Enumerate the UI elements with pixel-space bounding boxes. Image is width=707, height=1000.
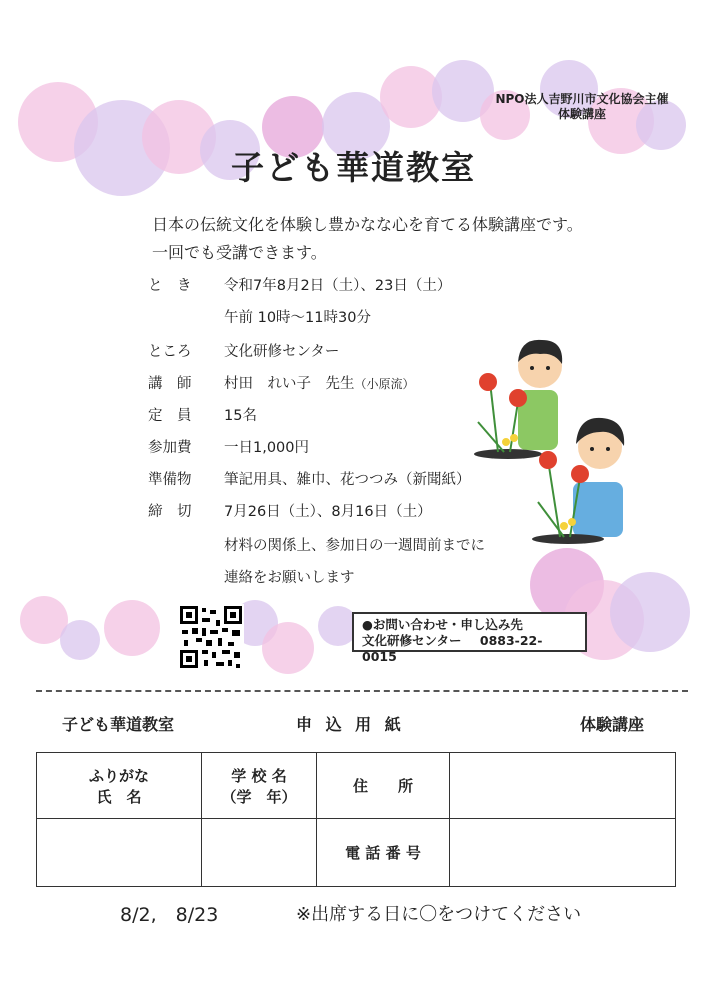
form-center-title: 申 込 用 紙 <box>296 715 405 734</box>
cut-line <box>36 690 688 692</box>
contact-name: 文化研修センター <box>362 633 462 648</box>
supplies-label: 準備物 <box>148 472 192 488</box>
where-value: 文化研修センター <box>224 344 340 360</box>
decor-circle <box>104 600 160 656</box>
fee-value: 一日1,000円 <box>224 440 310 456</box>
decor-circle <box>610 572 690 652</box>
address-label: 住 所 <box>317 753 450 819</box>
instructor-label: 講 師 <box>148 376 192 392</box>
organizer-name: NPO法人吉野川市文化協会主催 <box>495 92 669 106</box>
deadline-value: 7月26日（土）、8月16日（土） <box>224 504 432 520</box>
school-header-cell <box>202 753 317 819</box>
contact-phone: 0883-22-0015 <box>362 633 543 664</box>
name-header-cell <box>37 753 202 819</box>
fee-label: 参加費 <box>148 440 192 456</box>
when-value: 令和7年8月2日（土）、23日（土） <box>224 278 452 294</box>
attendance-note: ※出席する日に〇をつけてください <box>296 904 582 925</box>
decor-circle <box>262 622 314 674</box>
name-field[interactable] <box>37 819 202 887</box>
deadline-note-2: 連絡をお願いします <box>224 570 355 586</box>
contact-heading: ●お問い合わせ・申し込み先 <box>362 617 523 632</box>
ikebana-children-illustration <box>468 332 638 547</box>
grade-label: （学 年） <box>221 787 297 806</box>
phone-field[interactable] <box>450 819 676 887</box>
instructor-name: 村田 れい子 先生 <box>224 376 355 392</box>
capacity-value: 15名 <box>224 408 257 424</box>
organizer-header <box>482 92 682 122</box>
school-label: 学 校 名 <box>231 766 287 785</box>
form-right-title: 体験講座 <box>580 715 645 734</box>
qr-code <box>178 604 244 670</box>
when-label: と き <box>148 278 192 294</box>
address-field[interactable] <box>450 753 676 819</box>
page-title: 子ども華道教室 <box>231 148 476 187</box>
application-form-table <box>36 752 676 887</box>
school-field[interactable] <box>202 819 317 887</box>
name-label: 氏 名 <box>96 787 142 806</box>
instructor-school: （小原流） <box>354 377 415 391</box>
program-type: 体験講座 <box>557 107 606 121</box>
time-value: 午前 10時～11時30分 <box>224 310 371 326</box>
supplies-value: 筆記用具、雑巾、花つつみ（新聞紙） <box>224 472 471 488</box>
deadline-label: 締 切 <box>148 504 192 520</box>
contact-box <box>352 612 587 664</box>
furigana-label: ふりがな <box>88 766 149 785</box>
decor-circle <box>60 620 100 660</box>
deadline-note-1: 材料の関係上、参加日の一週間前までに <box>224 538 485 554</box>
form-left-title: 子ども華道教室 <box>62 715 175 734</box>
attendance-dates[interactable]: 8/2, 8/23 <box>120 904 219 926</box>
where-label: ところ <box>148 344 192 360</box>
phone-label: 電 話 番 号 <box>317 819 450 887</box>
capacity-label: 定 員 <box>148 408 192 424</box>
intro-line-2: 一回でも受講できます。 <box>152 243 327 262</box>
instructor-value <box>224 372 415 393</box>
intro-line-1: 日本の伝統文化を体験し豊かなな心を育てる体験講座です。 <box>152 215 583 234</box>
contact-line <box>362 633 577 665</box>
